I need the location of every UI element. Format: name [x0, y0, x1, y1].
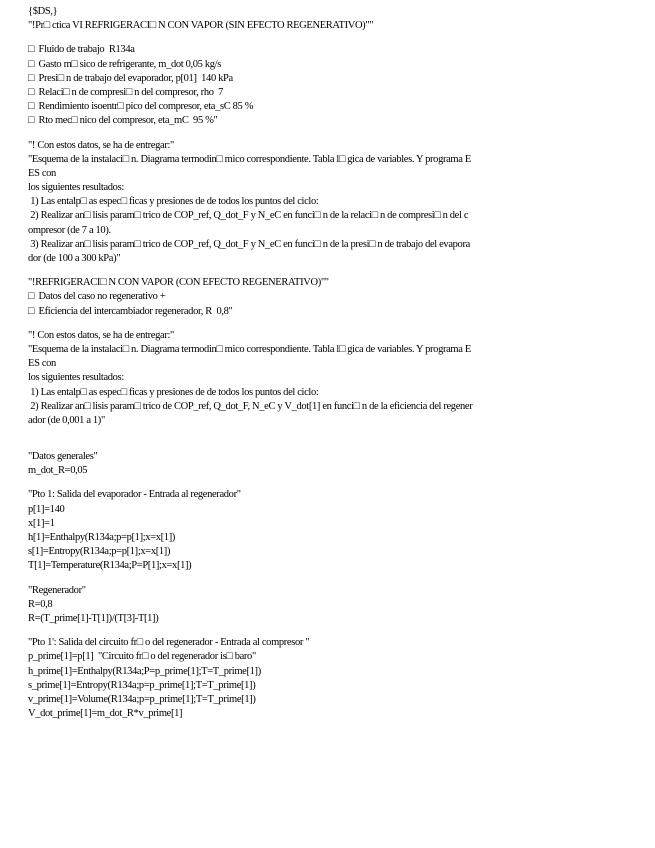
text-line: los siguientes resultados: — [28, 182, 124, 194]
deliverables-no-regenerative — [28, 139, 628, 267]
section-title-no-regenerative: "!Pr□ ctica VI REFRIGERACI□ N CON VAPOR (SIN EFECTO REGENERATIVO)"" — [28, 20, 374, 32]
document-body — [28, 5, 628, 721]
code-comment: "Regenerador" — [28, 584, 86, 596]
section-title-regenerative: "!REFRIGERACI□ N CON VAPOR (CON EFECTO REGENERATIVO)"" — [28, 277, 329, 289]
deliverables-regenerative — [28, 329, 628, 428]
data-list-no-regenerative — [28, 43, 628, 128]
code-line: T[1]=Temperature(R134a;P=P[1];x=x[1]) — [28, 560, 192, 572]
text-line: ompresor (de 7 a 10). — [28, 224, 111, 236]
list-item: □ Relaci□ n de compresi□ n del compresor, rho 7 — [28, 86, 224, 98]
code-line: s_prime[1]=Entropy(R134a;p=p_prime[1];T=T_prime[1]) — [28, 679, 256, 691]
code-line: R=(T_prime[1]-T[1])/(T[3]-T[1]) — [28, 612, 159, 624]
code-line: v_prime[1]=Volume(R134a;p=p_prime[1];T=T_prime[1]) — [28, 693, 256, 705]
text-line: 1) Las entalp□ as espec□ ficas y presiones de de todos los puntos del ciclo: — [28, 386, 319, 398]
text-line: ador (de 0,001 a 1)" — [28, 414, 105, 426]
directive-line: {$DS,} — [28, 6, 58, 17]
text-line: "Esquema de la instalaci□ n. Diagrama termodin□ mico correspondiente. Tabla l□ gica de variables. Y programa E — [28, 153, 471, 165]
text-line: "Esquema de la instalaci□ n. Diagrama termodin□ mico correspondiente. Tabla l□ gica de variables. Y programa E — [28, 343, 471, 355]
code-regenerator — [28, 584, 628, 627]
section-regenerative — [28, 276, 628, 319]
code-line: p_prime[1]=p[1] "Circuito fr□ o del regenerador is□ baro" — [28, 651, 256, 663]
code-line: V_dot_prime[1]=m_dot_R*v_prime[1] — [28, 708, 183, 720]
list-item: □ Rto mec□ nico del compresor, eta_mC 95 %" — [28, 115, 218, 127]
list-item: □ Rendimiento isoentr□ pico del compresor, eta_sC 85 % — [28, 101, 254, 113]
list-item: □ Fluido de trabajo R134a — [28, 44, 135, 56]
list-item: □ Gasto m□ sico de refrigerante, m_dot 0,05 kg/s — [28, 58, 221, 70]
code-comment: "Pto 1: Salida del evaporador - Entrada al regenerador" — [28, 489, 241, 501]
text-line: 1) Las entalp□ as espec□ ficas y presiones de de todos los puntos del ciclo: — [28, 196, 319, 208]
code-general-data — [28, 450, 628, 478]
text-line: ES con — [28, 167, 56, 179]
code-comment: "Datos generales" — [28, 451, 98, 463]
code-line: x[1]=1 — [28, 517, 55, 529]
code-point-1-prime — [28, 636, 628, 721]
code-point-1 — [28, 488, 628, 573]
list-item: □ Eficiencia del intercambiador regenerador, R 0,8" — [28, 305, 233, 317]
text-line: 3) Realizar an□ lisis param□ trico de COP_ref, Q_dot_F y N_eC en funci□ n de la presi□ n de trabajo del evapora — [28, 238, 470, 250]
text-line: ES con — [28, 358, 56, 370]
code-line: h_prime[1]=Enthalpy(R134a;P=p_prime[1];T=T_prime[1]) — [28, 665, 261, 677]
text-line: los siguientes resultados: — [28, 372, 124, 384]
text-line: "! Con estos datos, se ha de entregar:" — [28, 139, 174, 151]
list-item: □ Datos del caso no regenerativo + — [28, 291, 166, 303]
text-line: "! Con estos datos, se ha de entregar:" — [28, 329, 174, 341]
code-line: h[1]=Enthalpy(R134a;p=p[1];x=x[1]) — [28, 532, 175, 543]
code-line: m_dot_R=0,05 — [28, 465, 88, 477]
code-line: s[1]=Entropy(R134a;p=p[1];x=x[1]) — [28, 546, 171, 558]
text-line: 2) Realizar an□ lisis param□ trico de COP_ref, Q_dot_F, N_eC y V_dot[1] en funci□ n de la eficiencia del regener — [28, 400, 473, 412]
code-line: R=0,8 — [28, 598, 53, 610]
text-line: 2) Realizar an□ lisis param□ trico de COP_ref, Q_dot_F y N_eC en funci□ n de la relaci□ n de compresi□ n del c — [28, 210, 469, 222]
text-line: dor (de 100 a 300 kPa)" — [28, 253, 121, 264]
code-line: p[1]=140 — [28, 503, 65, 515]
code-comment: "Pto 1': Salida del circuito fr□ o del regenerador - Entrada al compresor " — [28, 637, 310, 649]
list-item: □ Presi□ n de trabajo del evaporador, p[01] 140 kPa — [28, 72, 233, 84]
